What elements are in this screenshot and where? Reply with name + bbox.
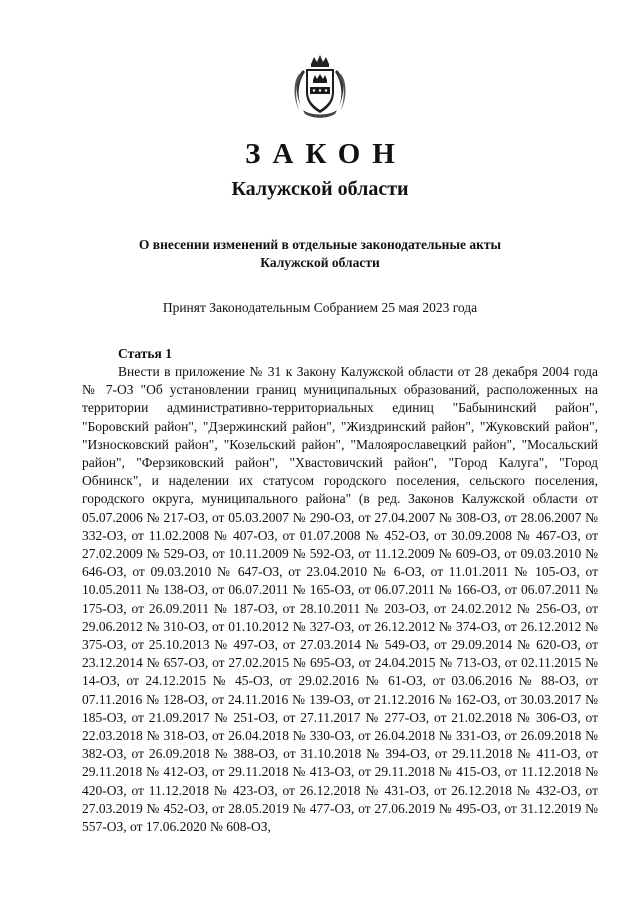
law-subject-line-2: Калужской области [260,255,380,270]
law-title: ЗАКОН [245,138,407,170]
region-title: Калужской области [231,178,409,200]
adoption-date: Принят Законодательным Собранием 25 мая 2023 года [162,300,478,315]
coat-of-arms-icon [289,54,351,120]
article-heading: Статья 1 [118,346,172,361]
law-subject [100,236,540,272]
law-subject-line-1: О внесении изменений в отдельные законодательные акты [138,237,502,252]
article-body: Внести в приложение № 31 к Закону Калужской области от 28 декабря 2004 года № 7-ОЗ "Об установлении границ муниципальных образований, расположенных на территории административно-территориальных единиц "Бабынинский район", "Боровский район", "Дзержинский район", "Жиздринский район", "Жуковский район", "Износковский район", "Козельский район", "Малоярославецкий район", "Мосальский район", "Ферзиковский район", "Хвастовичский район", "Город Калуга", "Город Обнинск", и наделении их статусом городского поселения, сельского поселения, городского округа, муниципального района" (в ред. Законов Калужской области от 05.07.2006 № 217-ОЗ, от 05.03.2007 № 290-ОЗ, от 27.04.2007 № 308-ОЗ, от 28.06.2007 № 332-ОЗ, от 11.02.2008 № 407-ОЗ, от 01.07.2008 № 452-ОЗ, от 30.09.2008 № 467-ОЗ, от 27.02.2009 № 529-ОЗ, от 10.11.2009 № 592-ОЗ, от 11.12.2009 № 609-ОЗ, от 09.03.2010 № 646-ОЗ, от 09.03.2010 № 647-ОЗ, от 23.04.2010 № 6-ОЗ, от 11.01.2011 № 105-ОЗ, от 10.05.2011 № 138-ОЗ, от 06.07.2011 № 165-ОЗ, от 06.07.2011 № 166-ОЗ, от 06.07.2011 № 175-ОЗ, от 26.09.2011 № 187-ОЗ, от 28.10.2011 № 203-ОЗ, от 24.02.2012 № 256-ОЗ, от 29.06.2012 № 310-ОЗ, от 01.10.2012 № 327-ОЗ, от 26.12.2012 № 374-ОЗ, от 26.12.2012 № 375-ОЗ, от 25.10.2013 № 497-ОЗ, от 27.03.2014 № 549-ОЗ, от 29.09.2014 № 620-ОЗ, от 23.12.2014 № 657-ОЗ, от 27.02.2015 № 695-ОЗ, от 24.04.2015 № 713-ОЗ, от 02.11.2015 № 14-ОЗ, от 24.12.2015 № 45-ОЗ, от 29.02.2016 № 61-ОЗ, от 03.06.2016 № 88-ОЗ, от 07.11.2016 № 128-ОЗ, от 24.11.2016 № 139-ОЗ, от 21.12.2016 № 162-ОЗ, от 30.03.2017 № 185-ОЗ, от 21.09.2017 № 251-ОЗ, от 27.11.2017 № 277-ОЗ, от 21.02.2018 № 306-ОЗ, от 22.03.2018 № 318-ОЗ, от 26.04.2018 № 330-ОЗ, от 26.04.2018 № 331-ОЗ, от 26.09.2018 № 382-ОЗ, от 26.09.2018 № 388-ОЗ, от 31.10.2018 № 394-ОЗ, от 29.11.2018 № 411-ОЗ, от 29.11.2018 № 412-ОЗ, от 29.11.2018 № 413-ОЗ, от 29.11.2018 № 415-ОЗ, от 11.12.2018 № 420-ОЗ, от 11.12.2018 № 423-ОЗ, от 26.12.2018 № 431-ОЗ, от 26.12.2018 № 432-ОЗ, от 27.03.2019 № 452-ОЗ, от 28.05.2019 № 477-ОЗ, от 27.06.2019 № 495-ОЗ, от 31.12.2019 № 557-ОЗ, от 17.06.2020 № 608-ОЗ, [82,364,598,835]
